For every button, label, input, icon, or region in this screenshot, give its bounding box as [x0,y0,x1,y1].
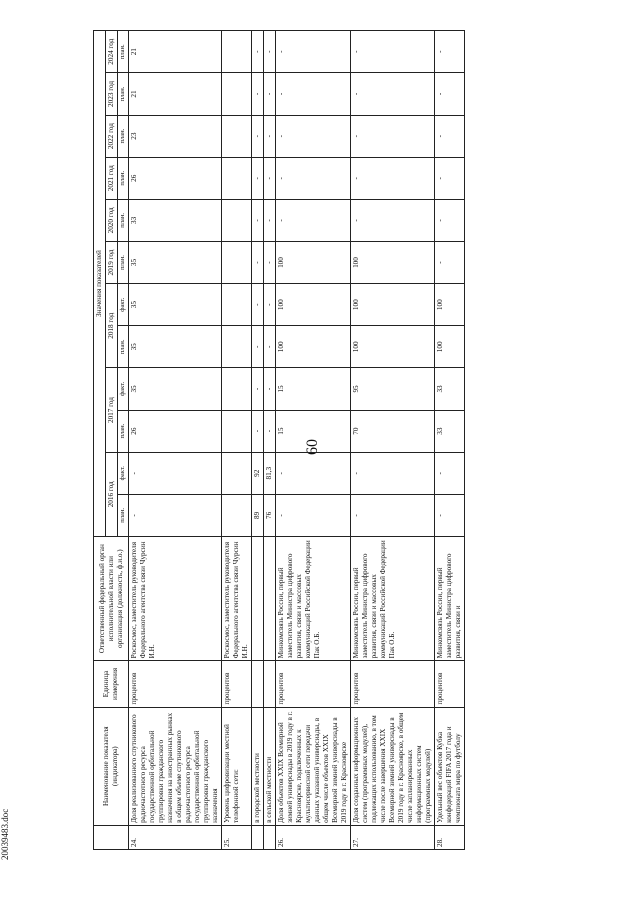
header-num [94,825,129,849]
header-year: 2020 год [106,199,118,241]
value-cell [222,115,252,157]
value-cell: - [435,199,465,241]
header-plan: план. [118,410,129,452]
unit-cell [264,661,276,707]
value-cell: - [252,157,264,199]
footer-filename: 20039483.doc [0,808,10,860]
responsible-cell [264,536,276,660]
row-number: 26. [276,825,351,849]
value-cell: - [252,368,264,410]
table-row [351,31,435,850]
indicator-name: Доля объектов XXIX Всемирной зимней универсиады в 2019 году в г. Красноярске, подключенных к мультисервисной сети передачи данных указанной универсиады, в общем числе объектов XXIX Всемирной зимней универсиады в 2019 году в г. Красноярске [276,707,351,825]
value-cell: 100 [435,284,465,326]
value-cell: 23 [129,115,222,157]
value-cell: 35 [129,326,222,368]
row-number: 24. [129,825,222,849]
value-cell: - [435,494,465,536]
value-cell: - [129,452,222,494]
header-year: 2016 год [106,452,118,536]
value-cell: - [264,157,276,199]
value-cell: - [276,31,351,73]
value-cell: - [351,157,435,199]
value-cell: 21 [129,31,222,73]
indicator-name: в городской местности [252,707,264,825]
row-number: 25. [222,825,252,849]
table-row [264,31,276,850]
value-cell: - [276,494,351,536]
responsible-cell: Минкомсвязь России, первый заместитель Министра цифрового развития, связи и массовых коммуникаций Российской Федерации Пак О.Б. [276,536,351,660]
value-cell [222,284,252,326]
header-fact: факт. [118,368,129,410]
responsible-cell: Роскосмос, заместитель руководителя Федерального агентства связи Чурсин И.Н. [222,536,252,660]
unit-cell [252,661,264,707]
responsible-cell: Роскосмос, заместитель руководителя Федерального агентства связи Чурсин И.Н. [129,536,222,660]
value-cell: 70 [351,410,435,452]
value-cell: - [435,73,465,115]
value-cell: - [276,199,351,241]
value-cell: - [129,494,222,536]
value-cell: - [351,199,435,241]
table-body [129,31,465,850]
header-plan: план. [118,157,129,199]
value-cell: - [264,241,276,283]
responsible-cell: Минкомсвязь России, первый заместитель Министра цифрового развития, связи и [435,536,465,660]
value-cell: 15 [276,368,351,410]
value-cell: 100 [276,284,351,326]
value-cell: - [435,241,465,283]
header-year: 2018 год [106,284,118,368]
value-cell: - [252,241,264,283]
value-cell: 35 [129,368,222,410]
value-cell: - [264,199,276,241]
value-cell [222,326,252,368]
responsible-cell [252,536,264,660]
table-row [435,31,465,850]
value-cell: 100 [351,284,435,326]
indicator-name: Доля созданных информационных систем (программных модулей), подлежащих использованию, в том числе после завершения XXIX Всемирной зимней универсиады в 2019 году в г. Красноярске, в общем числе запланированных информационных систем (программных модулей) [351,707,435,825]
value-cell [222,368,252,410]
header-year: 2017 год [106,368,118,452]
header-name: Наименование показателя (индикатора) [94,707,129,825]
table-row [252,31,264,850]
value-cell: - [435,157,465,199]
value-cell [222,452,252,494]
unit-cell: процентов [222,661,252,707]
row-number: 27. [351,825,435,849]
value-cell: 100 [435,326,465,368]
indicator-table-rotated [93,30,543,850]
value-cell [222,157,252,199]
header-unit: Единица измерения [94,661,129,707]
value-cell [222,241,252,283]
indicator-name: Доля реализованного спутникового радиочастотного ресурса государственной орбитальной группировки гражданского назначения на иностранных рынках в общем объеме спутникового радиочастотного ресурса государственной орбитальной группировки гражданского назначения [129,707,222,825]
value-cell [222,410,252,452]
value-cell: - [264,31,276,73]
value-cell [222,199,252,241]
value-cell: 15 [276,410,351,452]
value-cell: 21 [129,73,222,115]
value-cell: 100 [276,326,351,368]
value-cell: 95 [351,368,435,410]
header-plan: план. [118,199,129,241]
value-cell: - [351,452,435,494]
value-cell: - [252,410,264,452]
value-cell: - [252,284,264,326]
value-cell: - [264,73,276,115]
row-number: 28. [435,825,465,849]
header-plan: план. [118,115,129,157]
unit-cell: процентов [435,661,465,707]
table-row [222,31,252,850]
page-number: 60 [304,439,321,455]
value-cell: - [252,199,264,241]
header-plan: план. [118,73,129,115]
value-cell: - [264,368,276,410]
unit-cell: процентов [351,661,435,707]
value-cell: 81,3 [264,452,276,494]
value-cell: 100 [351,241,435,283]
value-cell: - [276,115,351,157]
value-cell: - [252,115,264,157]
value-cell: - [264,115,276,157]
value-cell: 100 [276,241,351,283]
header-year: 2021 год [106,157,118,199]
value-cell: - [252,31,264,73]
header-values: Значения показателей [94,31,106,537]
value-cell: 26 [129,157,222,199]
unit-cell: процентов [276,661,351,707]
header-plan: план. [118,241,129,283]
header-year: 2019 год [106,241,118,283]
value-cell: - [252,73,264,115]
value-cell: - [435,115,465,157]
responsible-cell: Минкомсвязь России, первый заместитель Министра цифрового развития, связи и массовых коммуникаций Российской Федерации Пак О.Б. [351,536,435,660]
header-plan: план. [118,326,129,368]
header-fact: факт. [118,284,129,326]
table-row [129,31,222,850]
value-cell: - [351,115,435,157]
value-cell: 100 [351,326,435,368]
value-cell: - [351,73,435,115]
value-cell: - [276,452,351,494]
value-cell: - [264,326,276,368]
value-cell: - [252,326,264,368]
value-cell: 89 [252,494,264,536]
unit-cell: процентов [129,661,222,707]
value-cell [222,31,252,73]
value-cell: - [351,494,435,536]
value-cell: - [264,284,276,326]
table-row [276,31,351,850]
value-cell: - [276,73,351,115]
indicator-name: в сельской местности [264,707,276,825]
indicator-name: Удельный вес объектов Кубка конфедераций FIFA 2017 года и чемпионата мира по футболу [435,707,465,825]
value-cell: 92 [252,452,264,494]
value-cell [222,494,252,536]
value-cell: - [435,31,465,73]
value-cell: 76 [264,494,276,536]
header-responsible: Ответственный федеральный орган исполнительной власти или организация (должность, ф.и.о.) [94,536,129,660]
row-number [264,825,276,849]
header-plan: план. [118,31,129,73]
indicator-name: Уровень цифровизации местной телефонной сети: [222,707,252,825]
value-cell: 35 [129,241,222,283]
row-number [252,825,264,849]
header-year: 2024 год [106,31,118,73]
value-cell: - [351,31,435,73]
value-cell: 33 [435,368,465,410]
header-plan: план. [118,494,129,536]
value-cell: 26 [129,410,222,452]
value-cell: - [435,452,465,494]
header-fact: факт. [118,452,129,494]
value-cell: 33 [435,410,465,452]
indicator-table [93,30,465,850]
header-year: 2023 год [106,73,118,115]
header-year: 2022 год [106,115,118,157]
value-cell: - [264,410,276,452]
value-cell: - [276,157,351,199]
value-cell [222,73,252,115]
value-cell: 33 [129,199,222,241]
value-cell: 35 [129,284,222,326]
